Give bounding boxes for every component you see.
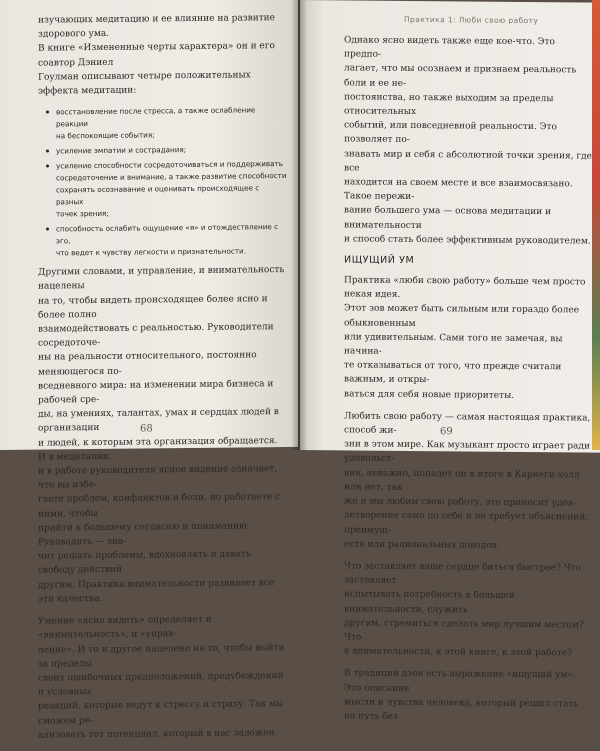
section-heading: ИЩУЩИЙ УМ — [344, 254, 415, 267]
page-number-left: 68 — [140, 423, 153, 435]
page-edge-strip — [592, 0, 600, 450]
right-page-content — [344, 14, 592, 733]
bullet-item-empathy — [56, 143, 288, 157]
bullet-icon — [46, 228, 49, 231]
right-paragraph-4: Что заставляет ваше сердце биться быстрее? Что заставляет испытывать потребность в большей внимательности, служить другим, стремиться сделать мир лучшим местом? Что к внимательности, к этой книге, к этой работе? — [344, 561, 584, 659]
bullet-text: способность ослабить ощущение «я» и отождествление с эго, что ведет к чувству легкости и признательности. — [56, 222, 279, 258]
right-paragraph-1: Однако ясно видеть также еще кое-что. Это предпо- лагает, что мы осознаем и признаем реальность боли и ее не- постоянства, но также выходим за пределы относительных событий, или повседневной реальности. Это позволяет по- знавать мир и себя с абсолютной точки зрения, где все находится на своем месте и все взаимосвязано. Такое пережи- вание большего ума — основа медитации и внимательности и способ стать более эффективным руководителем. — [344, 35, 593, 247]
bullet-item-ego — [56, 221, 288, 259]
bullet-icon — [46, 111, 49, 114]
left-intro-paragraph: изучающих медитацию и ее влияние на развитие здорового ума. В книге «Измененные черты характера» он и его соавтор Дэниел Гоулман описывают четыре положительных эффекта медитации: — [38, 13, 275, 97]
bullet-icon — [46, 165, 49, 168]
bullet-text: восстановление после стресса, а также ослабление реакции на беспокоящие события; — [56, 105, 256, 141]
left-paragraph-2: Умение «ясно видеть» определяет и «внимательность», и «управ- ление». И то и другое нацелено на то, чтобы выйти за пределы своих ошибочных предположений, предубеждений и условных реакций, которые ведут к стрессу и страху. Так мы сможем ре- ализовать тот потенциал, который в нас заложен. — [38, 614, 285, 741]
right-paragraph-5: В традиции дзен есть выражение «ищущий ум». Это описание мысли и чувства человека, который решил стать на путь без — [344, 668, 579, 722]
left-page — [0, 0, 298, 741]
bullet-item-stress — [56, 104, 288, 142]
right-page — [300, 0, 600, 722]
meditation-effects-list — [38, 104, 288, 260]
book-gutter — [292, 0, 306, 450]
bullet-item-focus — [56, 158, 288, 220]
right-paragraph-2: Практика «люби свою работу» больше чем просто некая идея. Этот зов может быть сильным или гораздо более обыкновенным или удивительным. Сами того не замечая, вы начина- те отказываться от того, что прежде считали важным, и откры- ваться для себя новые приоритеты. — [344, 275, 586, 401]
running-header: Практика 1: Люби свою работу — [404, 14, 539, 26]
page-number-right: 69 — [440, 426, 453, 438]
left-paragraph-1: Другими словами, и управление, и внимательность нацелены на то, чтобы видеть происходящее более ясно и более полно взаимодействовать с реальностью. Руководители сосредоточе- ны на реальности относительного, постоянно меняющегося по- вседневного мира: на изменении мира бизнеса и рабочей сре- ды, на умениях, талантах, умах и сердцах людей в организации и людей, к которым эта организация обращается. И в медитации, и в работе руководителя ясное видение означает, что вы избе- гаете проблем, конфликтов и боли, но работаете с ними, чтобы прийти к большему согласию и пониманию. Руководить — зна- чит решать проблемы, вдохновлять и давать свободу действий другим. Практика внимательности развивает все эти качества. — [38, 265, 285, 605]
bullet-text: усиление эмпатии и сострадания; — [56, 145, 187, 156]
bullet-icon — [46, 150, 49, 153]
right-paragraph-3: Любить свою работу — самая настоящая практика, способ жи- зни в этом мире. Как музыкант просто играет ради удовольст- вия, неважно, попадет он в итоге в Карнеги-холл или нет, так же и мы любим свою работу, это приносит удов- летворение само по себе и не требует объяснений, преимущ- еств или рациональных доводов. — [344, 411, 591, 551]
bullet-text: усиление способности сосредоточиваться и поддерживать сосредоточение и внимание, а также развитие способности сохранять осознавание и оценивать происходящее с разных точек зрения; — [56, 159, 287, 219]
left-page-content — [38, 11, 288, 751]
